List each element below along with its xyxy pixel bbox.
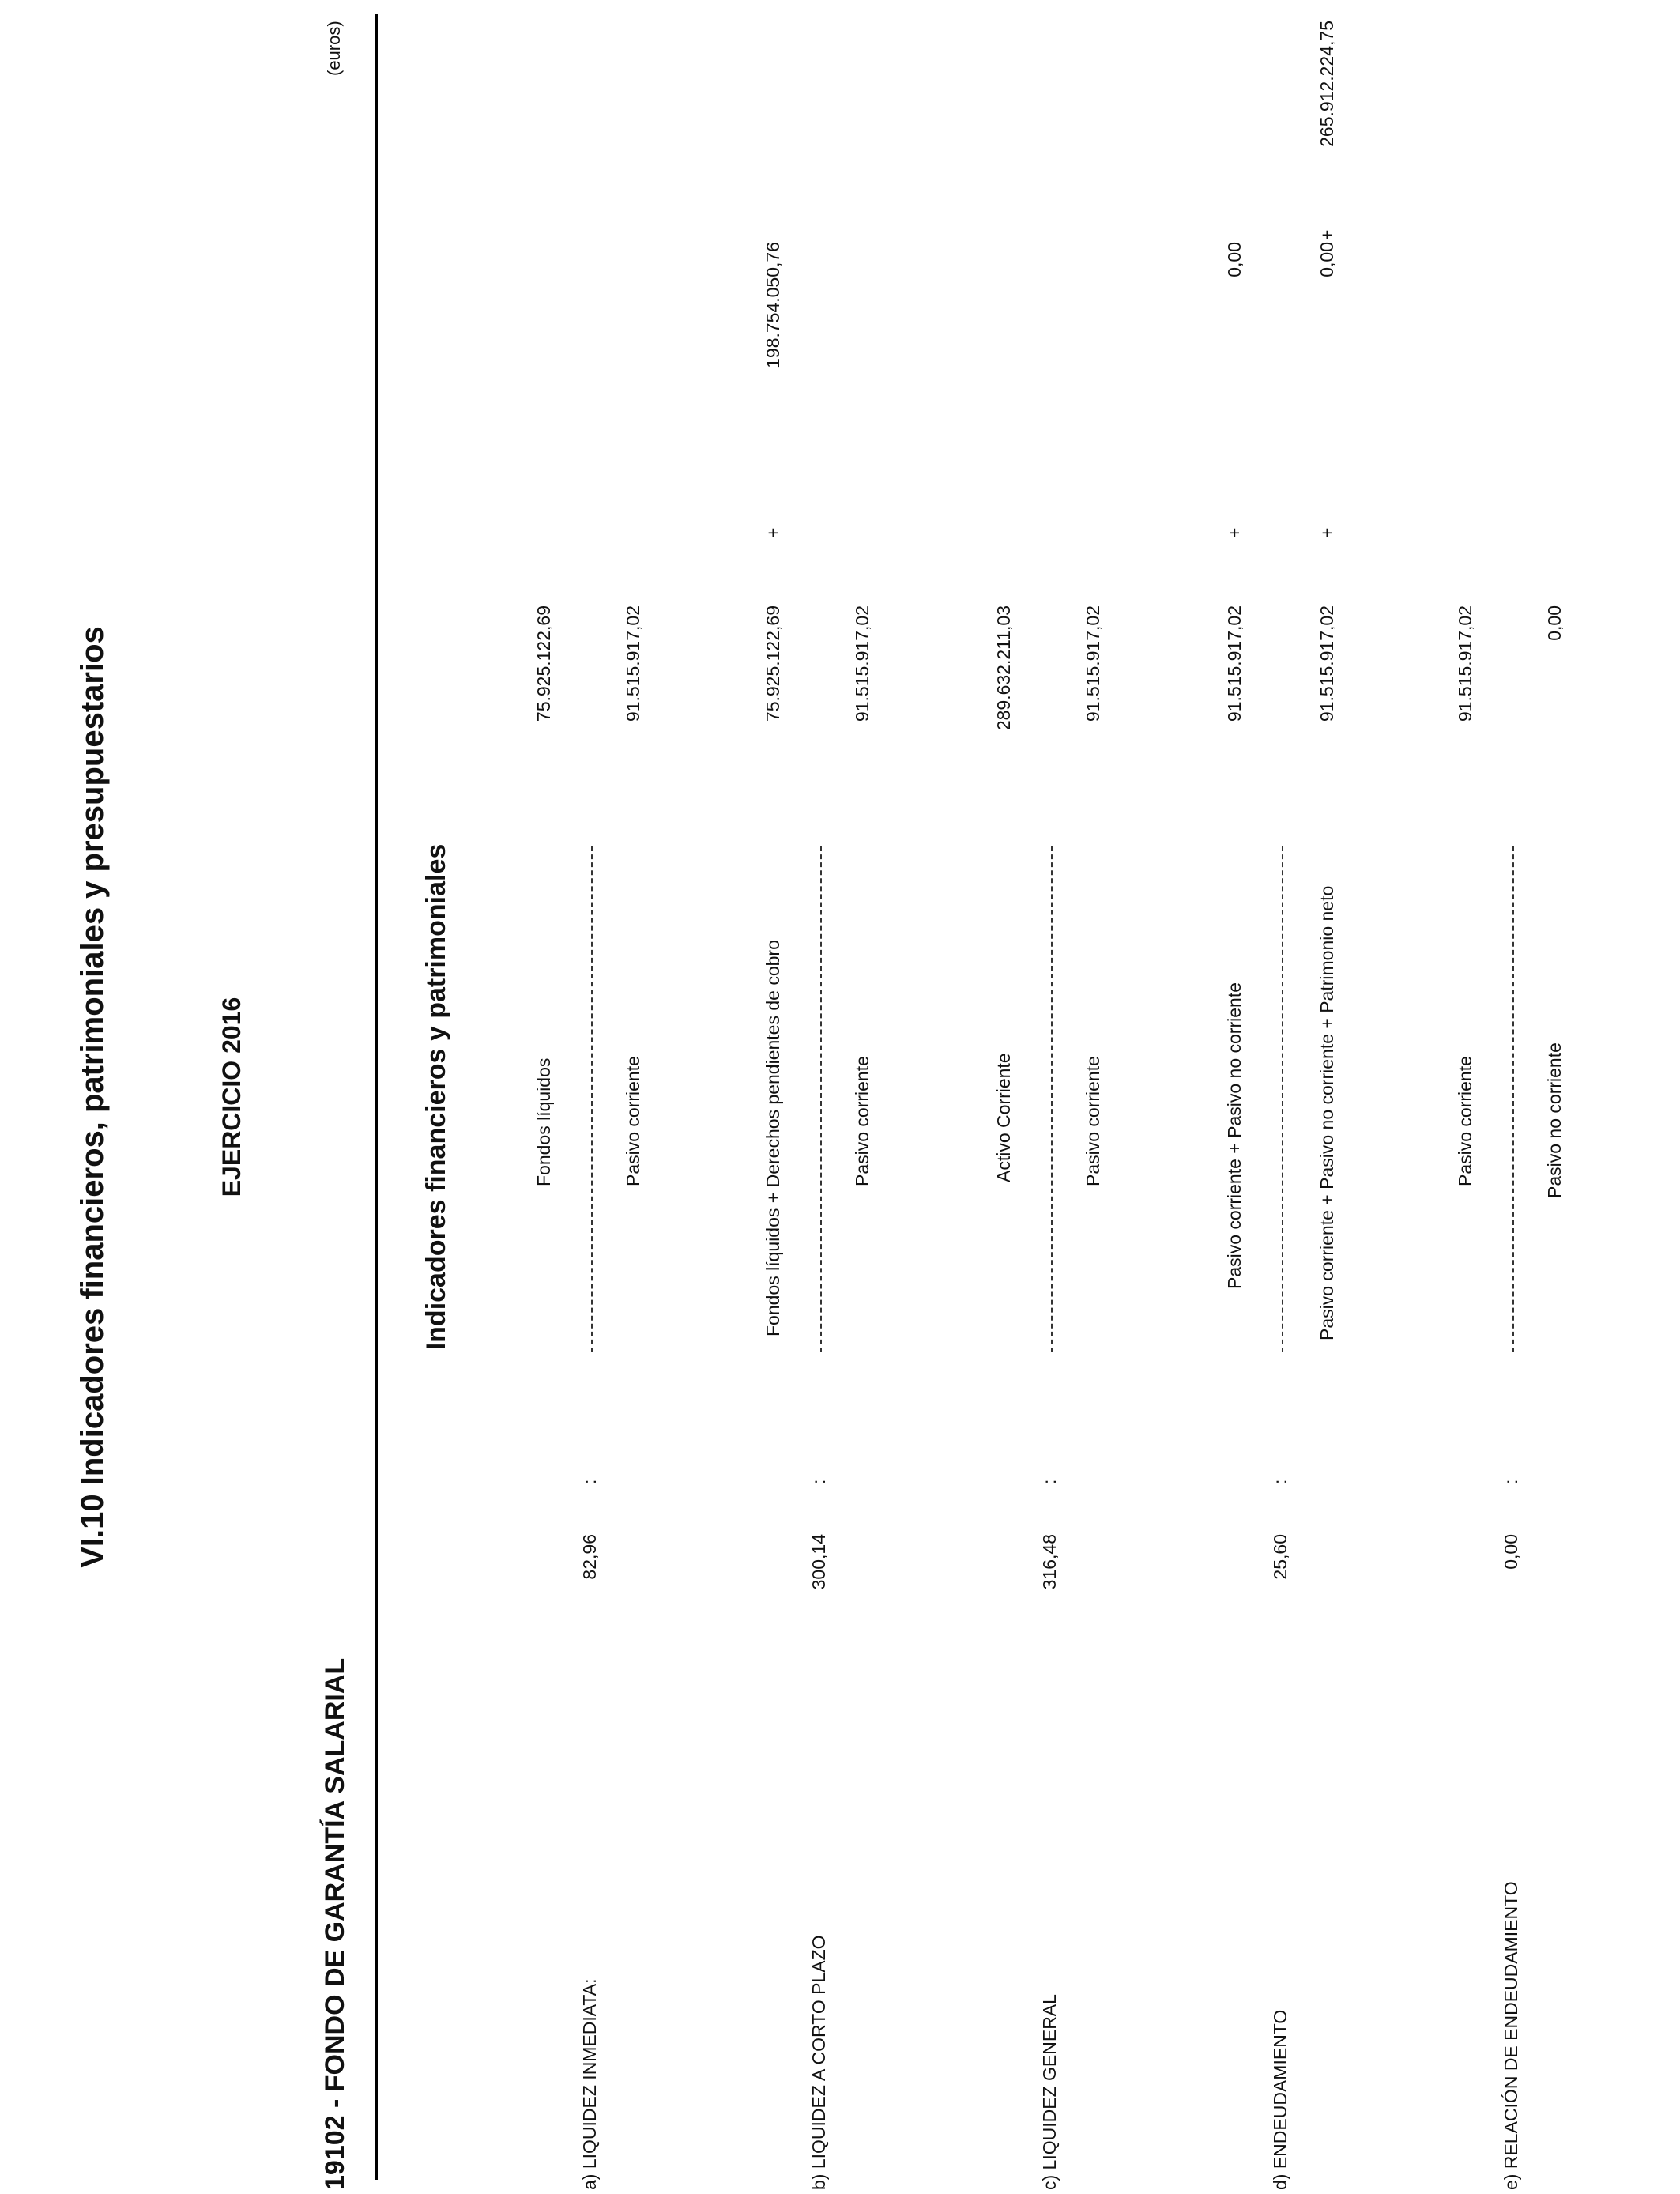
indicator-value: 25,60 bbox=[1270, 1534, 1290, 1580]
entity-name: 19102 - FONDO DE GARANTÍA SALARIAL bbox=[320, 1657, 350, 2190]
currency-units: (euros) bbox=[324, 21, 344, 76]
indicator-separator: : bbox=[1501, 1479, 1521, 1484]
denominator-label: Pasivo corriente + Pasivo no corriente + Patrimonio neto bbox=[1317, 885, 1337, 1340]
denominator-value-2: 0,00 bbox=[1317, 242, 1337, 277]
denominator-label: Pasivo no corriente bbox=[1544, 1042, 1565, 1198]
indicator-value: 316,48 bbox=[1039, 1534, 1060, 1590]
indicator-separator: : bbox=[808, 1479, 829, 1484]
denominator-value: 91.515.917,02 bbox=[1317, 605, 1337, 722]
numerator-value: 75.925.122,69 bbox=[533, 605, 554, 722]
plus-sign: + bbox=[1317, 229, 1337, 240]
fraction-line bbox=[820, 846, 822, 1352]
numerator-value: 289.632.211,03 bbox=[993, 605, 1014, 731]
fraction-line bbox=[1051, 846, 1053, 1352]
fraction-line bbox=[1512, 846, 1514, 1352]
denominator-value: 91.515.917,02 bbox=[852, 605, 872, 722]
indicator-separator: : bbox=[1270, 1479, 1290, 1484]
plus-sign: + bbox=[763, 527, 783, 538]
fiscal-year: EJERCICIO 2016 bbox=[217, 997, 246, 1197]
indicator-label: e) RELACIÓN DE ENDEUDAMIENTO bbox=[1501, 1881, 1521, 2190]
plus-sign: + bbox=[1224, 527, 1245, 538]
indicator-label: b) LIQUIDEZ A CORTO PLAZO bbox=[808, 1935, 829, 2190]
numerator-value-2: 198.754.050,76 bbox=[763, 242, 783, 368]
denominator-label: Pasivo corriente bbox=[1083, 1056, 1103, 1186]
numerator-value: 91.515.917,02 bbox=[1224, 605, 1245, 722]
numerator-value-2: 0,00 bbox=[1224, 242, 1245, 277]
report-title: VI.10 Indicadores financieros, patrimoniales y presupuestarios bbox=[75, 626, 110, 1568]
denominator-value: 0,00 bbox=[1544, 605, 1565, 641]
indicator-label: c) LIQUIDEZ GENERAL bbox=[1039, 1994, 1060, 2190]
indicator-value: 300,14 bbox=[808, 1534, 829, 1590]
denominator-value-3: 265.912.224,75 bbox=[1317, 21, 1337, 147]
denominator-value: 91.515.917,02 bbox=[623, 605, 643, 722]
header-rule bbox=[375, 14, 378, 2180]
indicator-label: d) ENDEUDAMIENTO bbox=[1270, 2009, 1290, 2190]
denominator-label: Pasivo corriente bbox=[623, 1056, 643, 1186]
section-title: Indicadores financieros y patrimoniales bbox=[421, 843, 451, 1351]
fraction-line bbox=[1282, 846, 1283, 1352]
denominator-label: Pasivo corriente bbox=[852, 1056, 872, 1186]
plus-sign: + bbox=[1317, 527, 1337, 538]
numerator-label: Activo Corriente bbox=[993, 1053, 1014, 1182]
denominator-value: 91.515.917,02 bbox=[1083, 605, 1103, 722]
indicator-value: 82,96 bbox=[579, 1534, 600, 1580]
numerator-value: 91.515.917,02 bbox=[1455, 605, 1475, 722]
indicator-separator: : bbox=[579, 1479, 600, 1484]
indicator-value: 0,00 bbox=[1501, 1534, 1521, 1570]
numerator-label: Fondos líquidos bbox=[533, 1057, 554, 1186]
indicator-label: a) LIQUIDEZ INMEDIATA: bbox=[579, 1978, 600, 2190]
numerator-label: Fondos líquidos + Derechos pendientes de cobro bbox=[763, 940, 783, 1336]
numerator-label: Pasivo corriente + Pasivo no corriente bbox=[1224, 982, 1245, 1289]
fraction-line bbox=[591, 846, 593, 1352]
numerator-label: Pasivo corriente bbox=[1455, 1056, 1475, 1186]
indicator-separator: : bbox=[1039, 1479, 1060, 1484]
numerator-value: 75.925.122,69 bbox=[763, 605, 783, 722]
